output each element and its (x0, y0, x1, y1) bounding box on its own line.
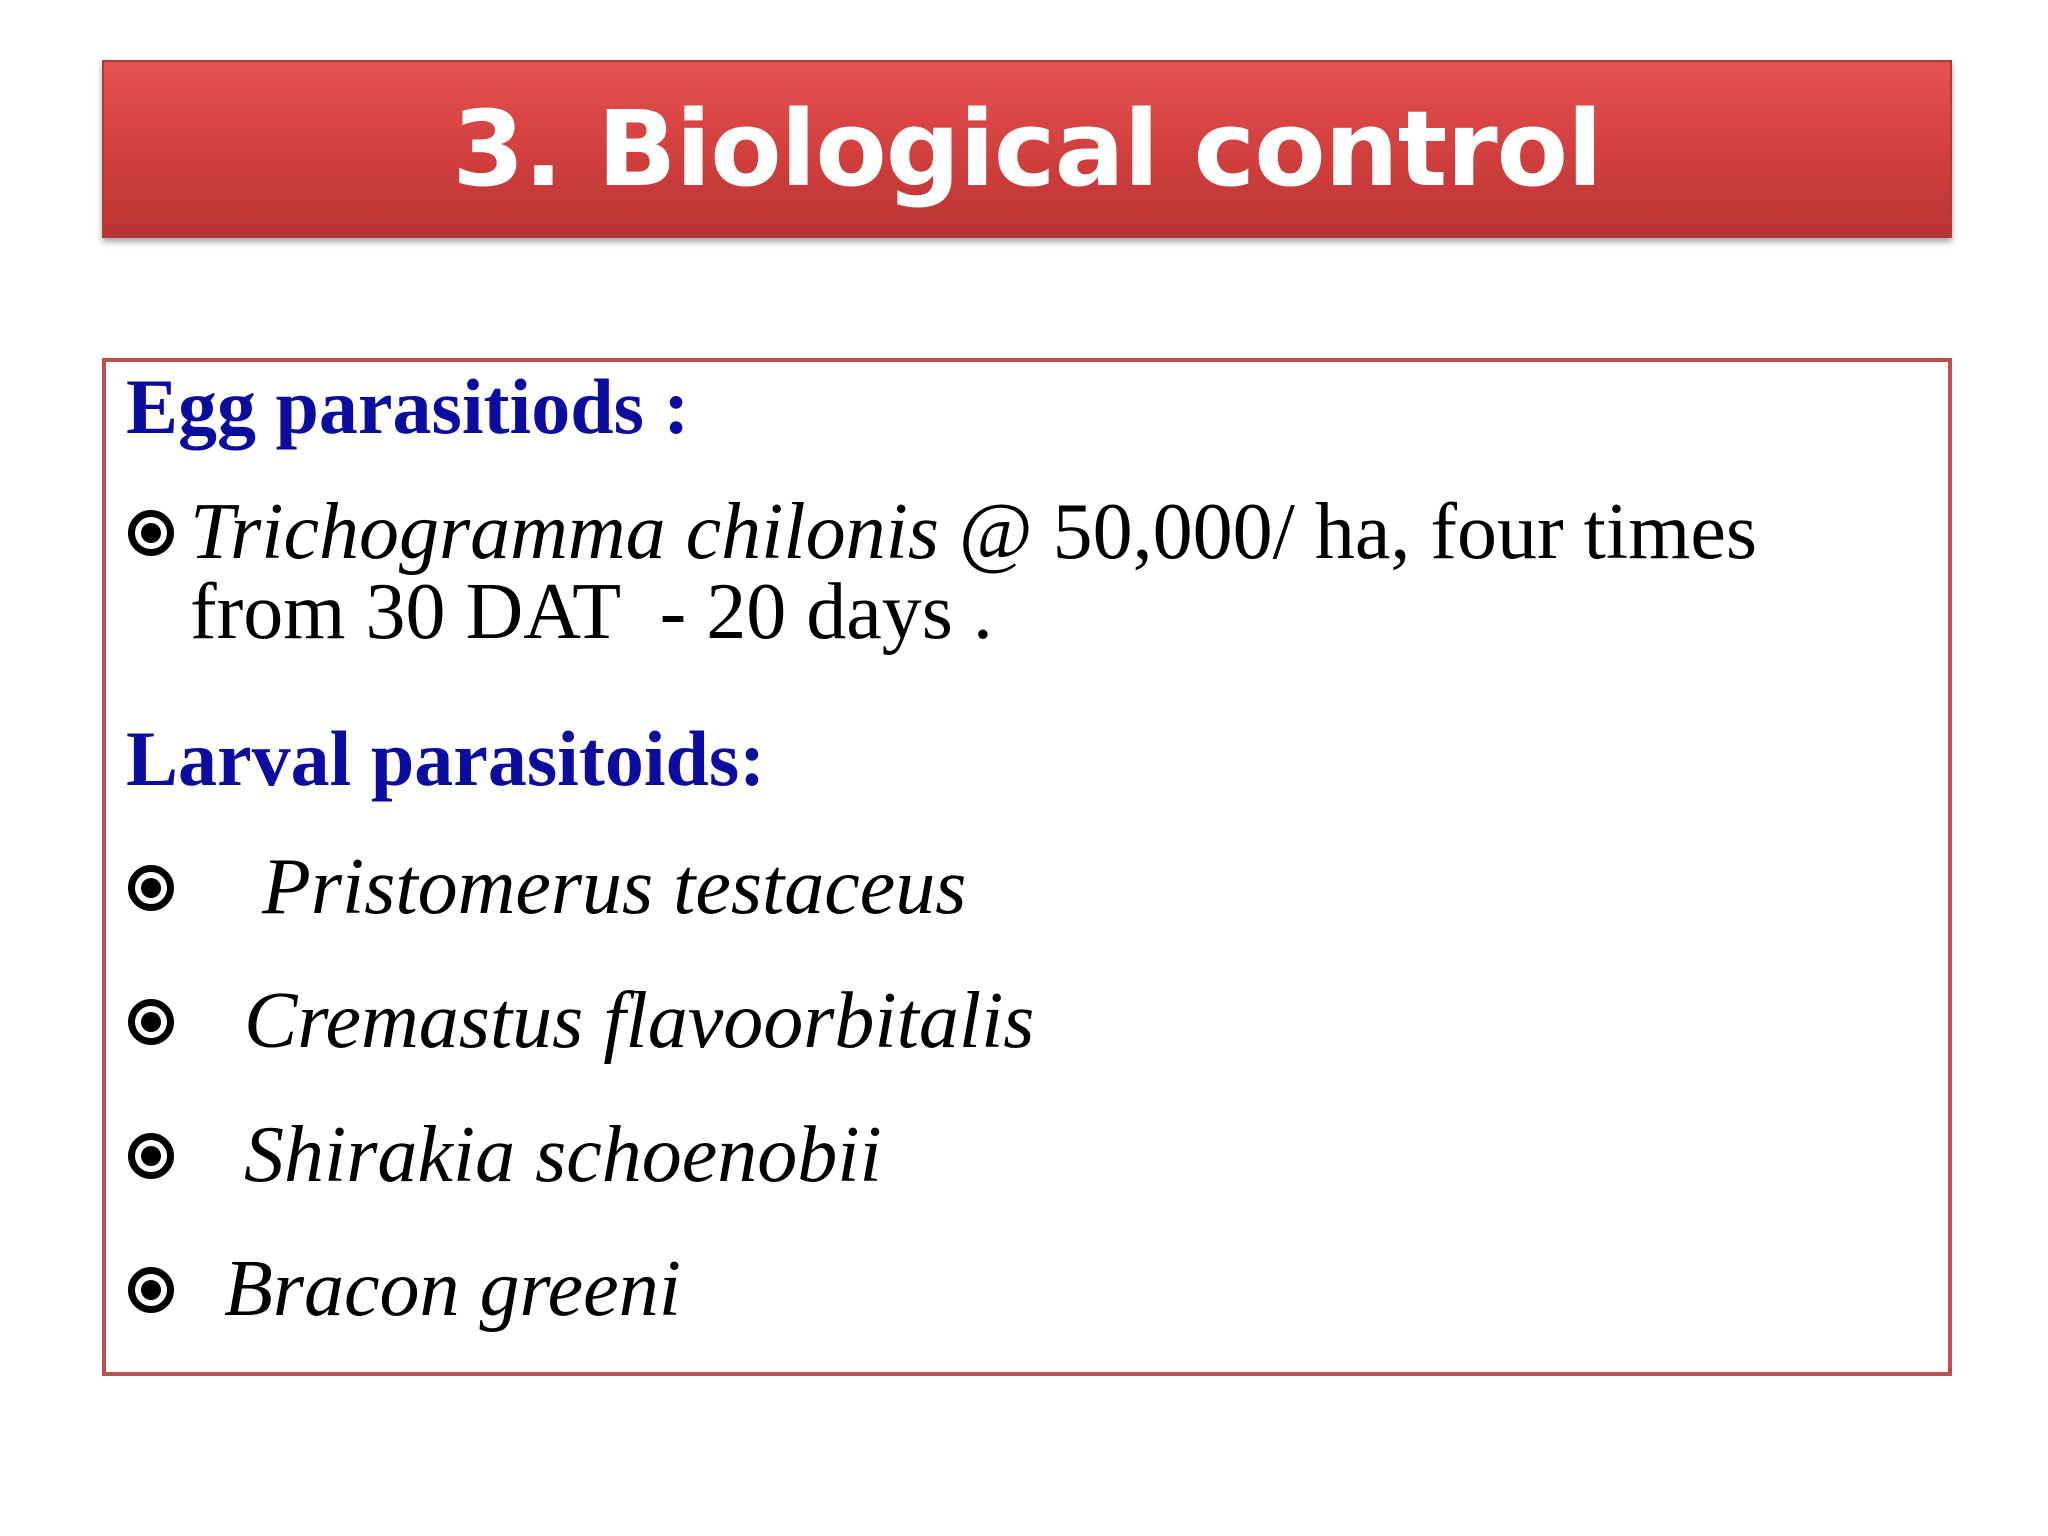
list-item (128, 976, 1034, 1067)
content-box (102, 358, 1952, 1376)
slide-title: 3. Biological control (452, 88, 1602, 210)
list-item (128, 842, 966, 933)
title-banner (102, 60, 1952, 238)
egg-parasitoids-heading: Egg parasitiods : (126, 363, 690, 450)
egg-parasitoid-schedule: from 30 DAT - 20 days . (190, 568, 993, 656)
circled-dot-bullet-icon (128, 865, 174, 911)
species-name: Shirakia schoenobii (244, 1111, 882, 1199)
list-item (128, 1244, 681, 1335)
list-item (128, 1110, 882, 1201)
species-name: Bracon greeni (224, 1245, 681, 1333)
species-name: Cremastus flavoorbitalis (244, 977, 1035, 1065)
circled-dot-bullet-icon (128, 1267, 174, 1313)
circled-dot-bullet-icon (128, 1133, 174, 1179)
circled-dot-bullet-icon (128, 999, 174, 1045)
species-name: Pristomerus testaceus (262, 843, 967, 931)
egg-parasitoid-item (128, 487, 1757, 578)
larval-parasitoids-heading: Larval parasitoids: (126, 715, 766, 802)
egg-parasitoid-rate: @ 50,000/ ha, four times (938, 488, 1757, 576)
circled-dot-bullet-icon (128, 510, 174, 556)
species-trichogramma-chilonis: Trichogramma chilonis (190, 488, 939, 576)
